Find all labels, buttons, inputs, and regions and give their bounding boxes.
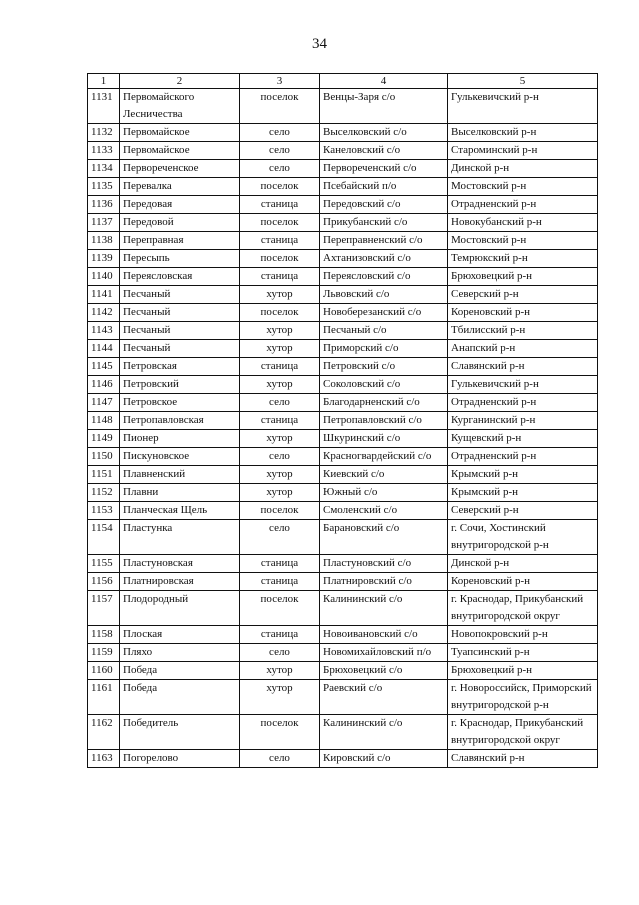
cell-district: Курганинский р-н bbox=[448, 412, 598, 430]
cell-settlement-name: Песчаный bbox=[120, 340, 240, 358]
cell-settlement-type: поселок bbox=[240, 502, 320, 520]
cell-council: Ахтанизовский с/о bbox=[320, 250, 448, 268]
cell-council: Передовский с/о bbox=[320, 196, 448, 214]
table-row bbox=[88, 715, 598, 750]
cell-number: 1158 bbox=[88, 626, 120, 644]
cell-council: Соколовский с/о bbox=[320, 376, 448, 394]
cell-number: 1160 bbox=[88, 662, 120, 680]
cell-number: 1142 bbox=[88, 304, 120, 322]
table-row bbox=[88, 394, 598, 412]
cell-number: 1138 bbox=[88, 232, 120, 250]
cell-settlement-type: поселок bbox=[240, 89, 320, 124]
cell-number: 1157 bbox=[88, 591, 120, 626]
cell-settlement-name: Петровская bbox=[120, 358, 240, 376]
cell-district: Кореновский р-н bbox=[448, 304, 598, 322]
cell-council: Новоберезанский с/о bbox=[320, 304, 448, 322]
cell-district: г. Сочи, Хостинский внутригородской р-н bbox=[448, 520, 598, 555]
table-row bbox=[88, 591, 598, 626]
cell-council: Брюховецкий с/о bbox=[320, 662, 448, 680]
cell-settlement-type: станица bbox=[240, 268, 320, 286]
cell-council: Благодарненский с/о bbox=[320, 394, 448, 412]
cell-council: Барановский с/о bbox=[320, 520, 448, 555]
cell-district: Отрадненский р-н bbox=[448, 448, 598, 466]
cell-council: Южный с/о bbox=[320, 484, 448, 502]
cell-number: 1132 bbox=[88, 124, 120, 142]
cell-district: Славянский р-н bbox=[448, 358, 598, 376]
cell-council: Псебайский п/о bbox=[320, 178, 448, 196]
table-row bbox=[88, 340, 598, 358]
cell-district: Брюховецкий р-н bbox=[448, 662, 598, 680]
header-col-1: 1 bbox=[88, 74, 120, 89]
table-row bbox=[88, 232, 598, 250]
table-row bbox=[88, 142, 598, 160]
cell-council: Приморский с/о bbox=[320, 340, 448, 358]
cell-council: Переправненский с/о bbox=[320, 232, 448, 250]
cell-number: 1150 bbox=[88, 448, 120, 466]
cell-number: 1149 bbox=[88, 430, 120, 448]
page-number: 34 bbox=[312, 36, 327, 52]
table-row bbox=[88, 196, 598, 214]
cell-settlement-name: Победа bbox=[120, 680, 240, 715]
cell-district: Мостовский р-н bbox=[448, 232, 598, 250]
cell-number: 1131 bbox=[88, 89, 120, 124]
cell-district: Брюховецкий р-н bbox=[448, 268, 598, 286]
cell-settlement-type: хутор bbox=[240, 340, 320, 358]
cell-settlement-name: Планческая Щель bbox=[120, 502, 240, 520]
cell-council: Калининский с/о bbox=[320, 591, 448, 626]
cell-settlement-name: Песчаный bbox=[120, 304, 240, 322]
table-header bbox=[88, 74, 598, 89]
table-row bbox=[88, 502, 598, 520]
cell-number: 1161 bbox=[88, 680, 120, 715]
cell-settlement-type: станица bbox=[240, 626, 320, 644]
table-row bbox=[88, 358, 598, 376]
cell-district: Темрюкский р-н bbox=[448, 250, 598, 268]
cell-settlement-type: хутор bbox=[240, 376, 320, 394]
cell-number: 1133 bbox=[88, 142, 120, 160]
table-row bbox=[88, 286, 598, 304]
cell-council: Львовский с/о bbox=[320, 286, 448, 304]
cell-district: Мостовский р-н bbox=[448, 178, 598, 196]
cell-council: Смоленский с/о bbox=[320, 502, 448, 520]
cell-settlement-type: село bbox=[240, 644, 320, 662]
cell-settlement-type: поселок bbox=[240, 715, 320, 750]
cell-settlement-type: село bbox=[240, 448, 320, 466]
cell-council: Прикубанский с/о bbox=[320, 214, 448, 232]
cell-number: 1136 bbox=[88, 196, 120, 214]
cell-number: 1145 bbox=[88, 358, 120, 376]
cell-settlement-name: Первореченское bbox=[120, 160, 240, 178]
cell-settlement-name: Пляхо bbox=[120, 644, 240, 662]
table-row bbox=[88, 680, 598, 715]
cell-number: 1147 bbox=[88, 394, 120, 412]
table-body bbox=[88, 89, 598, 768]
header-col-5: 5 bbox=[448, 74, 598, 89]
table-row bbox=[88, 662, 598, 680]
cell-number: 1154 bbox=[88, 520, 120, 555]
table-row bbox=[88, 484, 598, 502]
cell-settlement-type: хутор bbox=[240, 322, 320, 340]
cell-settlement-name: Победа bbox=[120, 662, 240, 680]
cell-number: 1155 bbox=[88, 555, 120, 573]
table-row bbox=[88, 573, 598, 591]
cell-district: Северский р-н bbox=[448, 502, 598, 520]
cell-settlement-name: Песчаный bbox=[120, 322, 240, 340]
cell-number: 1153 bbox=[88, 502, 120, 520]
cell-number: 1144 bbox=[88, 340, 120, 358]
cell-settlement-type: хутор bbox=[240, 430, 320, 448]
cell-settlement-name: Плавни bbox=[120, 484, 240, 502]
cell-number: 1135 bbox=[88, 178, 120, 196]
cell-settlement-name: Пластунка bbox=[120, 520, 240, 555]
cell-district: Крымский р-н bbox=[448, 484, 598, 502]
table-row bbox=[88, 304, 598, 322]
table-row bbox=[88, 644, 598, 662]
cell-council: Шкуринский с/о bbox=[320, 430, 448, 448]
cell-settlement-name: Плавненский bbox=[120, 466, 240, 484]
table-row bbox=[88, 448, 598, 466]
table-row bbox=[88, 555, 598, 573]
cell-settlement-name: Переясловская bbox=[120, 268, 240, 286]
settlements-table bbox=[87, 73, 598, 768]
table-row bbox=[88, 89, 598, 124]
cell-settlement-type: хутор bbox=[240, 680, 320, 715]
cell-settlement-type: хутор bbox=[240, 466, 320, 484]
cell-settlement-type: поселок bbox=[240, 178, 320, 196]
cell-settlement-type: село bbox=[240, 160, 320, 178]
cell-council: Кировский с/о bbox=[320, 750, 448, 768]
cell-settlement-type: поселок bbox=[240, 591, 320, 626]
cell-council: Песчаный с/о bbox=[320, 322, 448, 340]
cell-settlement-type: село bbox=[240, 750, 320, 768]
cell-settlement-type: село bbox=[240, 520, 320, 555]
cell-council: Пластуновский с/о bbox=[320, 555, 448, 573]
cell-settlement-name: Петровский bbox=[120, 376, 240, 394]
cell-council: Красногвардейский с/о bbox=[320, 448, 448, 466]
cell-settlement-type: село bbox=[240, 142, 320, 160]
cell-council: Первореченский с/о bbox=[320, 160, 448, 178]
header-col-3: 3 bbox=[240, 74, 320, 89]
cell-settlement-name: Петропавловская bbox=[120, 412, 240, 430]
cell-settlement-name: Победитель bbox=[120, 715, 240, 750]
cell-district: Гулькевичский р-н bbox=[448, 89, 598, 124]
cell-council: Киевский с/о bbox=[320, 466, 448, 484]
table-row bbox=[88, 412, 598, 430]
cell-settlement-type: хутор bbox=[240, 286, 320, 304]
header-row bbox=[88, 74, 598, 89]
cell-settlement-name: Петровское bbox=[120, 394, 240, 412]
cell-settlement-name: Погорелово bbox=[120, 750, 240, 768]
table-row bbox=[88, 160, 598, 178]
cell-district: Отрадненский р-н bbox=[448, 196, 598, 214]
cell-council: Венцы-Заря с/о bbox=[320, 89, 448, 124]
cell-number: 1163 bbox=[88, 750, 120, 768]
table-row bbox=[88, 178, 598, 196]
cell-settlement-name: Платнировская bbox=[120, 573, 240, 591]
cell-district: Северский р-н bbox=[448, 286, 598, 304]
table-row bbox=[88, 466, 598, 484]
cell-council: Петровский с/о bbox=[320, 358, 448, 376]
cell-settlement-type: поселок bbox=[240, 250, 320, 268]
cell-council: Калининский с/о bbox=[320, 715, 448, 750]
cell-council: Новоивановский с/о bbox=[320, 626, 448, 644]
cell-number: 1146 bbox=[88, 376, 120, 394]
cell-number: 1151 bbox=[88, 466, 120, 484]
cell-number: 1162 bbox=[88, 715, 120, 750]
cell-council: Канеловский с/о bbox=[320, 142, 448, 160]
cell-council: Новомихайловский п/о bbox=[320, 644, 448, 662]
cell-number: 1156 bbox=[88, 573, 120, 591]
cell-settlement-name: Перевалка bbox=[120, 178, 240, 196]
cell-settlement-type: станица bbox=[240, 232, 320, 250]
cell-settlement-name: Передовой bbox=[120, 214, 240, 232]
table-row bbox=[88, 250, 598, 268]
table-row bbox=[88, 214, 598, 232]
cell-number: 1143 bbox=[88, 322, 120, 340]
cell-settlement-name: Плодородный bbox=[120, 591, 240, 626]
cell-settlement-name: Песчаный bbox=[120, 286, 240, 304]
cell-district: Отрадненский р-н bbox=[448, 394, 598, 412]
table-row bbox=[88, 750, 598, 768]
cell-council: Платнировский с/о bbox=[320, 573, 448, 591]
cell-settlement-name: Пересыпь bbox=[120, 250, 240, 268]
cell-district: Анапский р-н bbox=[448, 340, 598, 358]
cell-settlement-name: Пластуновская bbox=[120, 555, 240, 573]
cell-settlement-name: Плоская bbox=[120, 626, 240, 644]
cell-settlement-type: село bbox=[240, 124, 320, 142]
cell-number: 1140 bbox=[88, 268, 120, 286]
cell-settlement-name: Переправная bbox=[120, 232, 240, 250]
cell-number: 1139 bbox=[88, 250, 120, 268]
cell-district: Динской р-н bbox=[448, 555, 598, 573]
cell-settlement-name: Первомайское bbox=[120, 124, 240, 142]
table-row bbox=[88, 124, 598, 142]
cell-district: Новопокровский р-н bbox=[448, 626, 598, 644]
cell-settlement-type: поселок bbox=[240, 214, 320, 232]
table-row bbox=[88, 376, 598, 394]
cell-district: Туапсинский р-н bbox=[448, 644, 598, 662]
cell-settlement-type: станица bbox=[240, 555, 320, 573]
cell-settlement-type: хутор bbox=[240, 484, 320, 502]
cell-district: Новокубанский р-н bbox=[448, 214, 598, 232]
cell-settlement-type: станица bbox=[240, 573, 320, 591]
cell-district: Динской р-н bbox=[448, 160, 598, 178]
cell-number: 1148 bbox=[88, 412, 120, 430]
cell-settlement-type: хутор bbox=[240, 662, 320, 680]
cell-district: Кущевский р-н bbox=[448, 430, 598, 448]
cell-district: Славянский р-н bbox=[448, 750, 598, 768]
cell-settlement-type: станица bbox=[240, 412, 320, 430]
cell-settlement-type: станица bbox=[240, 358, 320, 376]
header-col-4: 4 bbox=[320, 74, 448, 89]
cell-settlement-type: село bbox=[240, 394, 320, 412]
table-row bbox=[88, 626, 598, 644]
table-row bbox=[88, 520, 598, 555]
header-col-2: 2 bbox=[120, 74, 240, 89]
cell-district: Староминский р-н bbox=[448, 142, 598, 160]
table-row bbox=[88, 322, 598, 340]
table-row bbox=[88, 430, 598, 448]
table-row bbox=[88, 268, 598, 286]
cell-settlement-name: Первомайского Лесничества bbox=[120, 89, 240, 124]
cell-number: 1137 bbox=[88, 214, 120, 232]
cell-district: Выселковский р-н bbox=[448, 124, 598, 142]
cell-council: Переясловский с/о bbox=[320, 268, 448, 286]
cell-settlement-name: Пионер bbox=[120, 430, 240, 448]
cell-settlement-name: Передовая bbox=[120, 196, 240, 214]
cell-district: Тбилисский р-н bbox=[448, 322, 598, 340]
cell-number: 1141 bbox=[88, 286, 120, 304]
cell-number: 1134 bbox=[88, 160, 120, 178]
cell-district: Гулькевичский р-н bbox=[448, 376, 598, 394]
cell-district: г. Новороссийск, Приморский внутригородской р-н bbox=[448, 680, 598, 715]
cell-number: 1159 bbox=[88, 644, 120, 662]
cell-settlement-type: станица bbox=[240, 196, 320, 214]
cell-settlement-type: поселок bbox=[240, 304, 320, 322]
cell-council: Раевский с/о bbox=[320, 680, 448, 715]
cell-district: г. Краснодар, Прикубанский внутригородской округ bbox=[448, 715, 598, 750]
cell-district: г. Краснодар, Прикубанский внутригородской округ bbox=[448, 591, 598, 626]
cell-settlement-name: Первомайское bbox=[120, 142, 240, 160]
cell-district: Крымский р-н bbox=[448, 466, 598, 484]
cell-district: Кореновский р-н bbox=[448, 573, 598, 591]
cell-council: Выселковский с/о bbox=[320, 124, 448, 142]
cell-council: Петропавловский с/о bbox=[320, 412, 448, 430]
cell-settlement-name: Пискуновское bbox=[120, 448, 240, 466]
cell-number: 1152 bbox=[88, 484, 120, 502]
